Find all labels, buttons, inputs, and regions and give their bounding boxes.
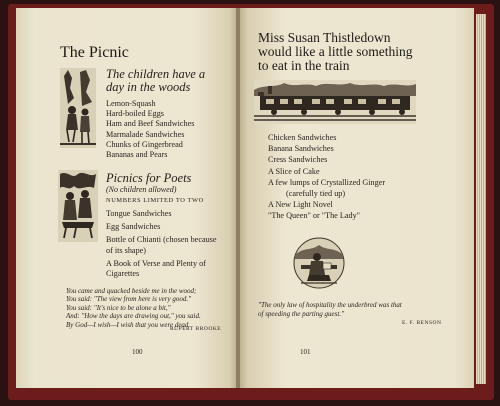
train-woodcut (254, 80, 416, 124)
list-item: Bottle of Chianti (chosen because (106, 235, 217, 245)
list-item: Cigarettes (106, 269, 140, 279)
list-item: A Slice of Cake (268, 166, 320, 176)
list-item: (carefully tied up) (286, 189, 346, 199)
poem-line: You said: "The view from here is very good." (66, 295, 192, 304)
right-title-line: to eat in the train (258, 58, 350, 73)
list-item: Ham and Beef Sandwiches (106, 119, 195, 129)
list-item: Tongue Sandwiches (106, 209, 172, 218)
list-item: Banana Sandwiches (268, 144, 334, 154)
list-item: "The Queen" or "The Lady" (268, 211, 361, 221)
section1-heading-line2: day in the woods (106, 80, 191, 94)
quote-line: of speeding the parting guest." (258, 309, 344, 318)
list-item: Bananas and Pears (106, 150, 168, 160)
list-item: Cress Sandwiches (268, 155, 328, 165)
quote-author: E. F. BENSON (402, 320, 442, 326)
page-title: The Picnic (60, 44, 129, 61)
list-item: Chunks of Gingerbread (106, 139, 183, 149)
section2-note: NUMBERS LIMITED TO TWO (106, 197, 204, 204)
list-item: of its shape) (106, 245, 147, 255)
poem-line: You said: "It's nice to be alone a bit," (66, 303, 171, 312)
list-item: Hard-boiled Eggs (106, 109, 164, 119)
poem-author: RUPERT BROOKE (170, 326, 222, 332)
right-title-line: Miss Susan Thistledown (258, 30, 391, 45)
right-title-line: would like a little something (258, 44, 413, 59)
list-item: Egg Sandwiches (106, 222, 161, 232)
section2-subheading: (No children allowed) (106, 185, 177, 194)
list-item: A New Light Novel (268, 200, 333, 210)
poem-line: You came and quacked beside me in the wood; (66, 287, 197, 295)
page-number-right: 101 (300, 348, 311, 356)
list-item: A few lumps of Crystallized Ginger (268, 177, 386, 187)
list-item: Lemon-Squash (106, 99, 156, 108)
book-gutter (236, 8, 240, 388)
page-edges (476, 14, 486, 384)
page-number-left: 100 (132, 348, 143, 356)
quote-line: "The only law of hospitality the underbred was that (258, 301, 402, 309)
list-item: A Book of Verse and Plenty of (106, 258, 206, 268)
section2-heading: Picnics for Poets (106, 171, 192, 185)
lady-reading-vignette (293, 237, 345, 289)
section1-heading-line1: The children have a (106, 67, 206, 81)
poem-line: And: "How the days are drawing out," you said. (66, 312, 201, 321)
poem-line: By God—I wish—I wish that you were dead. (66, 320, 191, 329)
list-item: Chicken Sandwiches (268, 133, 337, 142)
children-woodcut (60, 68, 96, 148)
list-item: Marmalade Sandwiches (106, 129, 185, 139)
poets-woodcut (58, 170, 98, 242)
